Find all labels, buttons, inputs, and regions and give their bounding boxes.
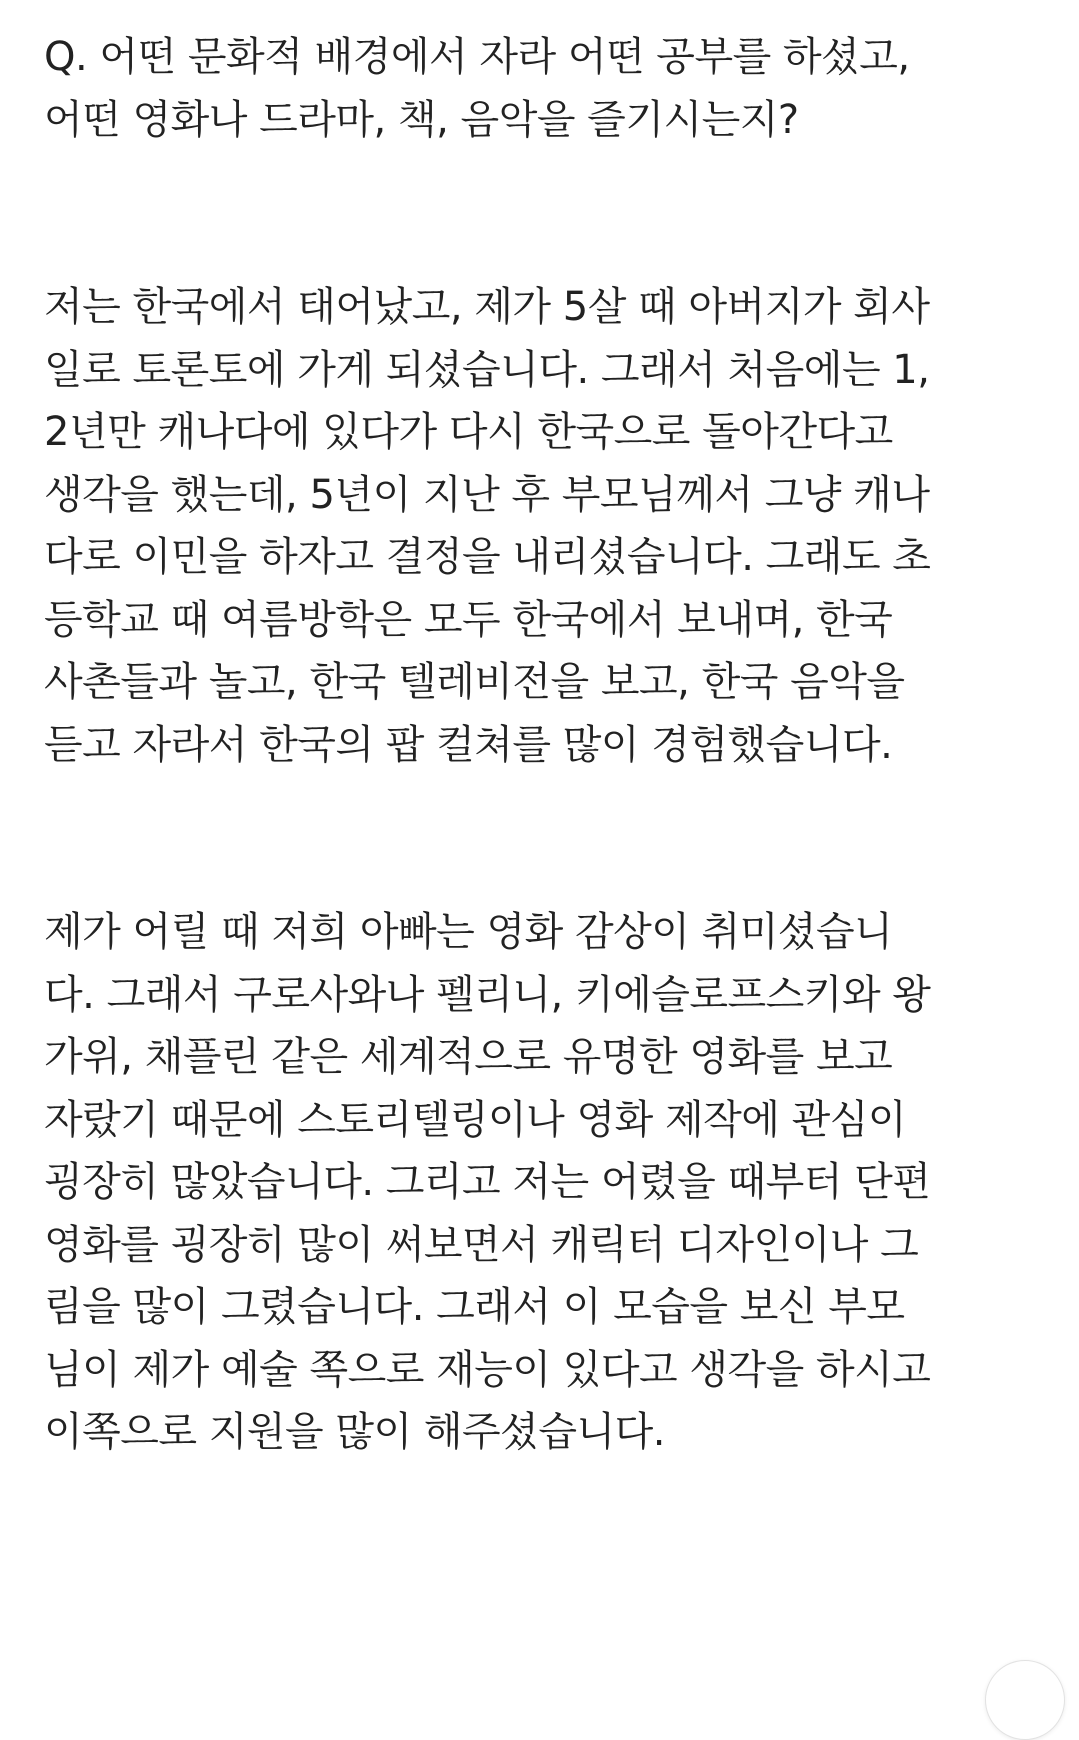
paragraph-gap xyxy=(44,151,1044,276)
text-line: 림을 많이 그렸습니다. 그래서 이 모습을 보신 부모 xyxy=(44,1284,905,1330)
floating-action-button[interactable] xyxy=(985,1660,1065,1740)
text-line: 제가 어릴 때 저희 아빠는 영화 감상이 취미셨습니 xyxy=(44,909,893,955)
paragraph-gap xyxy=(44,776,1044,901)
article-body xyxy=(44,26,1044,1464)
text-line: 듣고 자라서 한국의 팝 컬쳐를 많이 경험했습니다. xyxy=(44,721,893,768)
text-line: 어떤 영화나 드라마, 책, 음악을 즐기시는지? xyxy=(44,96,799,143)
question-paragraph xyxy=(44,26,1044,151)
text-line: 사촌들과 놀고, 한국 텔레비전을 보고, 한국 음악을 xyxy=(44,659,905,705)
text-line: 굉장히 많았습니다. 그리고 저는 어렸을 때부터 단편 xyxy=(44,1159,931,1205)
text-line: 이쪽으로 지원을 많이 해주셨습니다. xyxy=(44,1409,665,1455)
text-line: 다로 이민을 하자고 결정을 내리셨습니다. 그래도 초 xyxy=(44,534,931,580)
text-line: 2년만 캐나다에 있다가 다시 한국으로 돌아간다고 xyxy=(44,409,893,455)
answer-paragraph-1 xyxy=(44,276,1044,776)
text-line: Q. 어떤 문화적 배경에서 자라 어떤 공부를 하셨고, xyxy=(44,34,910,80)
text-line: 등학교 때 여름방학은 모두 한국에서 보내며, 한국 xyxy=(44,596,893,643)
text-line: 다. 그래서 구로사와나 펠리니, 키에슬로프스키와 왕 xyxy=(44,971,931,1018)
text-line: 영화를 굉장히 많이 써보면서 캐릭터 디자인이나 그 xyxy=(44,1221,919,1268)
text-line: 가위, 채플린 같은 세계적으로 유명한 영화를 보고 xyxy=(44,1034,893,1080)
text-line: 저는 한국에서 태어났고, 제가 5살 때 아버지가 회사 xyxy=(44,284,930,330)
text-line: 자랐기 때문에 스토리텔링이나 영화 제작에 관심이 xyxy=(44,1096,907,1143)
text-line: 생각을 했는데, 5년이 지난 후 부모님께서 그냥 캐나 xyxy=(44,471,930,518)
answer-paragraph-2 xyxy=(44,901,1044,1464)
text-line: 님이 제가 예술 쪽으로 재능이 있다고 생각을 하시고 xyxy=(44,1346,931,1393)
text-line: 일로 토론토에 가게 되셨습니다. 그래서 처음에는 1, xyxy=(44,346,930,393)
